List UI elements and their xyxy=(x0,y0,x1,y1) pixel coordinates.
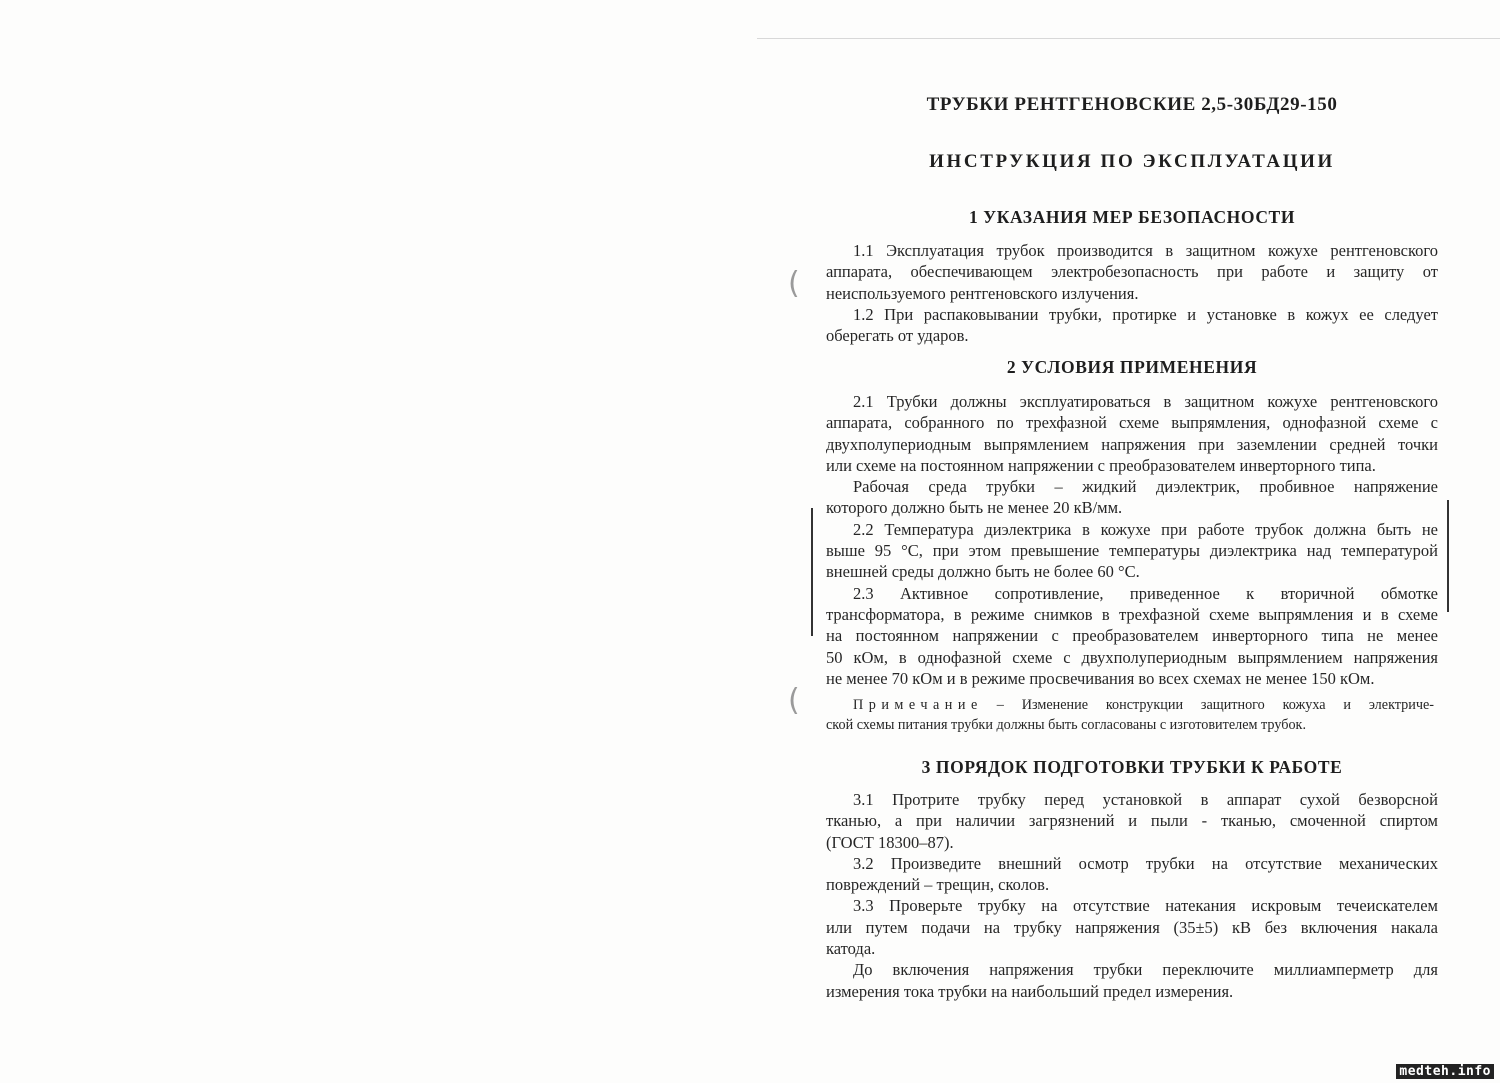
text-line: 2.2 Температура диэлектрика в кожухе при работе трубок должна быть не xyxy=(853,519,1438,539)
scan-mark: ( xyxy=(788,683,800,718)
section-1-heading: 1 УКАЗАНИЯ МЕР БЕЗОПАСНОСТИ xyxy=(968,207,1296,227)
text-line: 3.2 Произведите внешний осмотр трубки на отсутствие механических xyxy=(853,853,1438,873)
paragraph xyxy=(826,519,1438,583)
text-line: внешней среды должно быть не более 60 °С. xyxy=(826,562,1140,582)
section-3-heading: 3 ПОРЯДОК ПОДГОТОВКИ ТРУБКИ К РАБОТЕ xyxy=(921,757,1343,777)
paragraph xyxy=(826,391,1438,476)
text-line: 1.2 При распаковывании трубки, протирке и установке в кожух ее следует xyxy=(853,304,1438,324)
text-line: или схеме на постоянном напряжении с преобразователем инверторного типа. xyxy=(826,455,1376,475)
note-label: Примечание xyxy=(853,697,983,713)
text-line: 2.3 Активное сопротивление, приведенное к вторичной обмотке xyxy=(853,583,1438,603)
text-line: До включения напряжения трубки переключите миллиамперметр для xyxy=(853,960,1438,980)
paragraph xyxy=(826,789,1438,853)
text-line: выше 95 °С, при этом превышение температуры диэлектрика над температурой xyxy=(826,541,1438,561)
text-line: аппарата, обеспечивающем электробезопасность при работе и защиту от xyxy=(826,262,1438,282)
section-3-body xyxy=(826,789,1438,1002)
paragraph xyxy=(826,895,1438,959)
text-line: катода. xyxy=(826,939,876,959)
text-line: 2.1 Трубки должны эксплуатироваться в защитном кожухе рентгеновского xyxy=(853,392,1438,411)
text-line: повреждений – трещин, сколов. xyxy=(826,875,1050,895)
paragraph xyxy=(826,959,1438,1002)
text-line: оберегать от ударов. xyxy=(826,326,969,346)
text-line: 1.1 Эксплуатация трубок производится в защитном кожухе рентгеновского xyxy=(853,241,1438,260)
note-text: – Изменение конструкции защитного кожуха и электриче- xyxy=(996,697,1434,713)
paragraph xyxy=(826,476,1438,519)
text-line: 50 кОм, в однофазной схеме с двухполупериодным выпрямлением напряжения xyxy=(826,647,1438,667)
document-subtitle: ИНСТРУКЦИЯ ПО ЭКСПЛУАТАЦИИ xyxy=(929,151,1335,172)
text-line: (ГОСТ 18300–87). xyxy=(826,832,954,852)
page-edge xyxy=(757,38,1500,39)
text-line: 3.1 Протрите трубку перед установкой в аппарат сухой безворсной xyxy=(853,790,1438,809)
text-line: на постоянном напряжении с преобразователем инверторного типа не менее xyxy=(826,626,1438,646)
watermark: medteh.info xyxy=(1396,1064,1494,1079)
note xyxy=(826,695,1434,735)
document-title: ТРУБКИ РЕНТГЕНОВСКИЕ 2,5-30БД29-150 xyxy=(926,94,1338,115)
text-line: неиспользуемого рентгеновского излучения. xyxy=(826,283,1139,303)
section-2-body xyxy=(826,391,1438,689)
paragraph xyxy=(826,240,1438,304)
section-2-heading: 2 УСЛОВИЯ ПРИМЕНЕНИЯ xyxy=(1006,357,1258,377)
paragraph xyxy=(826,583,1438,689)
text-line: трансформатора, в режиме снимков в трехфазной схеме выпрямления и в схеме xyxy=(826,604,1438,624)
text-line: которого должно быть не менее 20 кВ/мм. xyxy=(826,498,1123,518)
text-line: 3.3 Проверьте трубку на отсутствие натекания искровым течеискателем xyxy=(853,896,1438,916)
text-line: не менее 70 кОм и в режиме просвечивания во всех схемах не менее 150 кОм. xyxy=(826,668,1375,688)
note-line: ской схемы питания трубки должны быть согласованы с изготовителем трубок. xyxy=(826,717,1306,733)
scan-mark: ( xyxy=(788,266,800,301)
note-line xyxy=(826,695,1434,715)
paragraph xyxy=(826,853,1438,896)
paragraph xyxy=(826,304,1438,347)
text-line: аппарата, собранного по трехфазной схеме выпрямления, однофазной схеме с xyxy=(826,413,1438,433)
margin-mark-left xyxy=(811,508,813,636)
text-line: измерения тока трубки на наибольший предел измерения. xyxy=(826,981,1234,1001)
section-1-body xyxy=(826,240,1438,346)
text-line: двухполупериодным выпрямлением напряжения при заземлении средней точки xyxy=(826,434,1438,454)
text-line: Рабочая среда трубки – жидкий диэлектрик, пробивное напряжение xyxy=(853,477,1438,497)
text-line: тканью, а при наличии загрязнений и пыли - тканью, смоченной спиртом xyxy=(826,811,1438,831)
margin-mark-right xyxy=(1447,500,1449,612)
text-line: или путем подачи на трубку напряжения (35±5) кВ без включения накала xyxy=(826,917,1438,937)
